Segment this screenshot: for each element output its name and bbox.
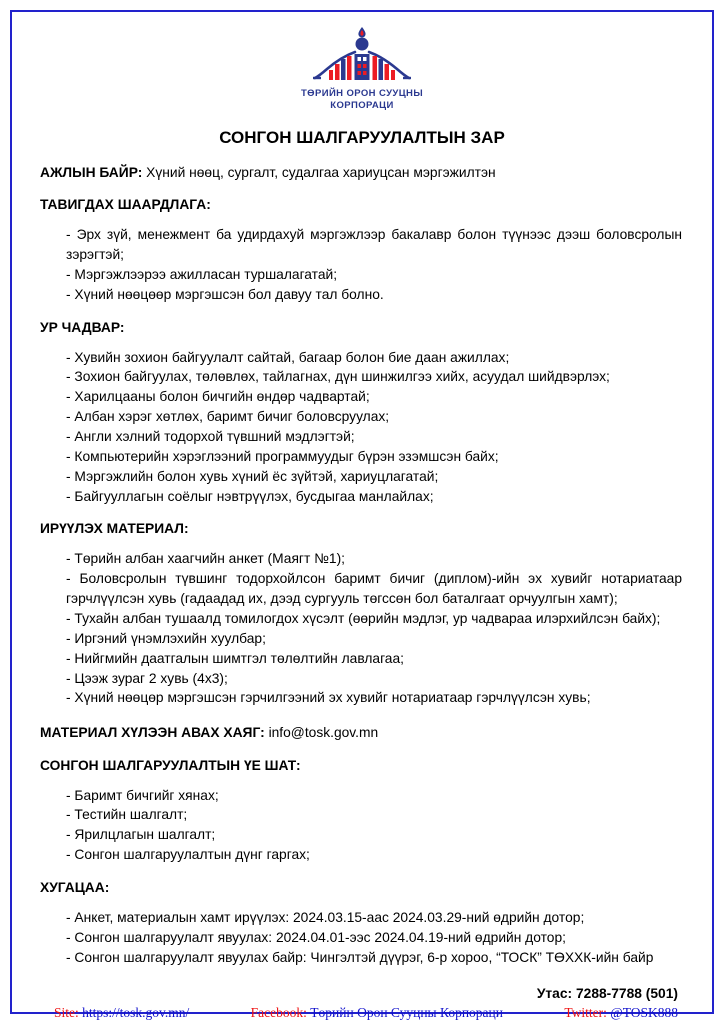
timeline-heading: ХУГАЦАА: <box>40 880 110 895</box>
list-item: - Эрх зүй, менежмент ба удирдахуй мэргэжлээр бакалавр болон түүнээс дээш боловсролын зэрэгтэй; <box>66 227 682 262</box>
site-link[interactable]: https://tosk.gov.mn/ <box>82 1004 190 1020</box>
contact-email: info@tosk.gov.mn <box>268 725 379 741</box>
timeline-list <box>40 908 684 968</box>
page-border-frame <box>10 10 714 1020</box>
list-item: - Сонгон шалгаруулалт явуулах: 2024.04.01-ээс 2024.04.19-ний өдрийн дотор; <box>66 929 566 945</box>
list-item: - Нийгмийн даатгалын шимтгэл төлөлтийн лавлагаа; <box>66 650 404 666</box>
list-item: - Сонгон шалгаруулалт явуулах байр: Чингэлтэй дүүрэг, 6-р хороо, “ТОСК” ТӨХХК-ийн байр <box>66 949 654 965</box>
list-item: - Ярилцлагын шалгалт; <box>66 827 216 843</box>
list-item: - Албан хэрэг хөтлөх, баримт бичиг боловсруулах; <box>66 409 390 425</box>
footer-facebook <box>251 1005 503 1021</box>
twitter-label: Twitter: <box>564 1004 607 1020</box>
job-position-line <box>40 163 684 182</box>
stages-list <box>40 786 684 865</box>
footer-contacts <box>40 1001 684 1023</box>
section-stages <box>40 758 684 865</box>
list-item: - Иргэний үнэмлэхийн хуулбар; <box>66 630 266 646</box>
materials-heading: ИРҮҮЛЭХ МАТЕРИАЛ: <box>40 521 189 537</box>
site-label: Site: <box>54 1004 79 1020</box>
job-position-value: Хүний нөөц, сургалт, судалгаа хариуцсан мэргэжилтэн <box>146 164 496 180</box>
stages-heading: СОНГОН ШАЛГАРУУЛАЛТЫН ҮЕ ШАТ: <box>40 757 301 773</box>
list-item: - Байгууллагын соёлыг нэвтрүүлэх, бусдыгаа манлайлах; <box>66 488 434 504</box>
facebook-label: Facebook: <box>250 1004 307 1020</box>
housing-corporation-emblem-icon <box>301 26 423 88</box>
list-item: - Мэргэжлээрээ ажилласан туршалагатай; <box>66 266 338 282</box>
footer-twitter <box>564 1005 678 1021</box>
list-item: - Сонгон шалгаруулалтын дүнг гаргах; <box>66 847 310 863</box>
contact-address-line <box>40 723 684 742</box>
list-item: - Зохион байгуулах, төлөвлөх, тайлагнах, дүн шинжилгээ хийх, асуудал шийдвэрлэх; <box>66 369 610 385</box>
list-item: - Тестийн шалгалт; <box>66 807 188 823</box>
section-requirements <box>40 197 684 304</box>
list-item: - Боловсролын түвшинг тодорхойлсон баримт бичиг (диплом)-ийн эх хувийг нотариатаар гэрчлүүлсэн хувь (гадаадад их, дээд сургууль төгссөн бол баталгаат орчуулгын хамт); <box>66 571 682 607</box>
requirements-heading: ТАВИГДАХ ШААРДЛАГА: <box>40 197 211 213</box>
list-item: - Хүний нөөцөр мэргэшсэн гэрчилгээний эх хувийг нотариатаар гэрчлүүлсэн хувь; <box>66 690 591 706</box>
list-item: - Харилцааны болон бичгийн өндөр чадвартай; <box>66 389 370 405</box>
list-item: - Анкет, материалын хамт ирүүлэх: 2024.03.15-аас 2024.03.29-ний өдрийн дотор; <box>66 910 585 925</box>
section-materials <box>40 521 684 708</box>
org-logo <box>40 26 684 112</box>
list-item: - Хувийн зохион байгуулалт сайтай, багаар болон бие даан ажиллах; <box>66 349 510 365</box>
list-item: - Англи хэлний тодорхой түвшний мэдлэгтэй; <box>66 428 355 444</box>
skills-heading: УР ЧАДВАР: <box>40 319 125 335</box>
list-item: - Хүний нөөцөөр мэргэшсэн бол давуу тал болно. <box>66 286 384 302</box>
skills-list <box>40 348 684 507</box>
materials-list <box>40 549 684 708</box>
phone-line <box>40 986 684 1001</box>
phone-label: Утас: <box>536 985 573 1001</box>
list-item: - Компьютерийн хэрэглээний программуудыг бүрэн эзэмшсэн байх; <box>66 448 499 464</box>
twitter-link[interactable]: @TOSK888 <box>610 1004 678 1020</box>
footer-site <box>54 1005 189 1021</box>
phone-number: 7288-7788 (501) <box>575 985 678 1001</box>
list-item: - Баримт бичгийг хянах; <box>66 787 219 803</box>
list-item: - Цээж зураг 2 хувь (4х3); <box>66 670 228 686</box>
list-item: - Төрийн албан хаагчийн анкет (Маягт №1); <box>66 551 346 567</box>
contact-address-label: МАТЕРИАЛ ХҮЛЭЭН АВАХ ХАЯГ: <box>40 725 265 741</box>
org-name-line1: ТӨРИЙН ОРОН СУУЦНЫ <box>300 88 424 99</box>
list-item: - Мэргэжлийн болон хувь хүний ёс зүйтэй, хариуцлагатай; <box>66 468 439 484</box>
page-title: СОНГОН ШАЛГАРУУЛАЛТЫН ЗАР <box>219 127 505 147</box>
facebook-link[interactable]: Төрийн Орон Сууцны Корпораци <box>310 1004 503 1020</box>
requirements-list <box>40 225 684 304</box>
list-item: - Тухайн албан тушаалд томилогдох хүсэлт (өөрийн мэдлэг, ур чадвараа илэрхийлсэн байх); <box>66 610 661 626</box>
section-skills <box>40 320 684 507</box>
section-timeline <box>40 880 684 968</box>
job-position-label: АЖЛЫН БАЙР: <box>40 164 143 180</box>
org-name-line2: КОРПОРАЦИ <box>330 99 394 111</box>
